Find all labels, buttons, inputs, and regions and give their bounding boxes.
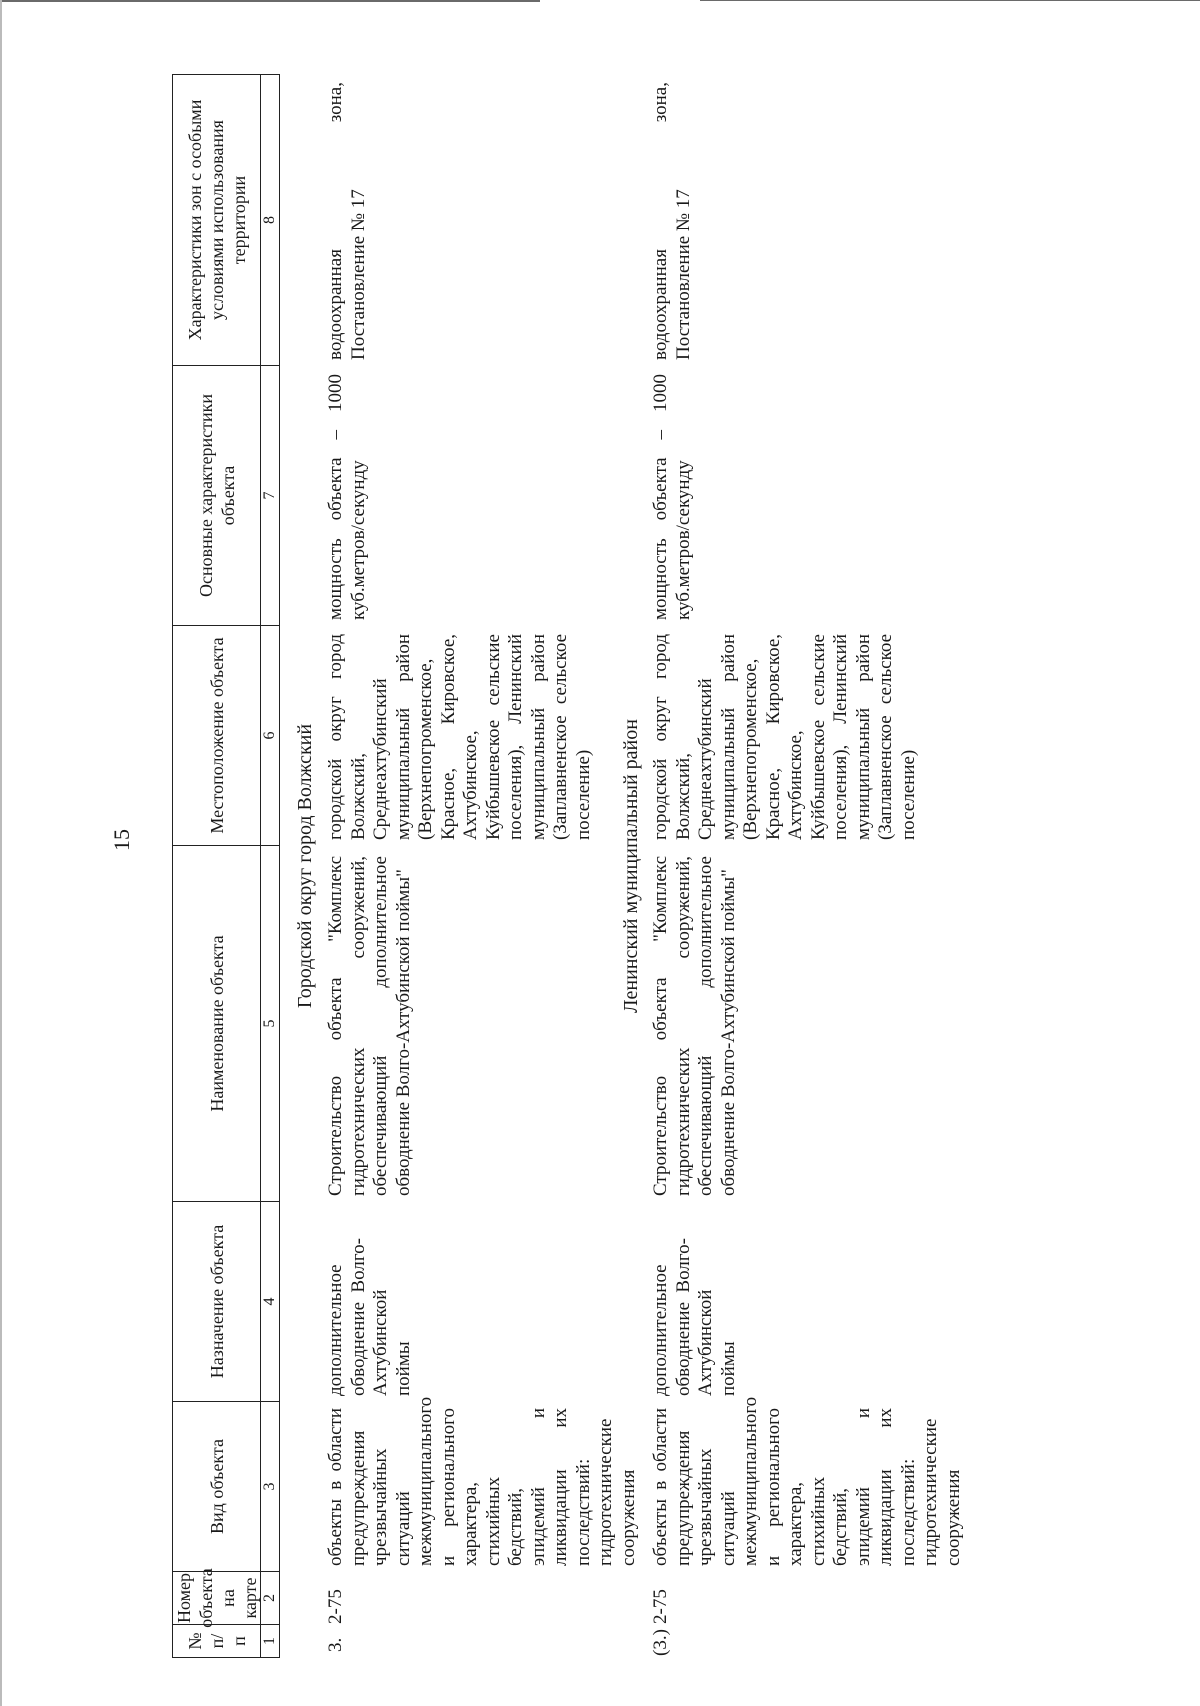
map-number: 2-75 — [650, 1589, 671, 1624]
objects-table — [172, 8, 1200, 1658]
header-col-2: Номер объекта на карте — [173, 1568, 260, 1628]
col-number-5: 5 — [260, 846, 280, 1202]
object-characteristics: мощность объекта – 1000 куб.метров/секунду — [325, 374, 369, 620]
row-number: (3.) — [650, 1629, 671, 1656]
col-number-8: 8 — [260, 74, 280, 366]
header-col-4: Назначение объекта — [172, 1202, 261, 1402]
header-col-3: Вид объекта — [172, 1402, 261, 1572]
object-name: Строительство объекта "Комплекс гидротехнических сооружений, обеспечивающий дополнительное обводнение Волго-Ахтубинской поймы" — [325, 856, 414, 1196]
header-col-7: Основные характеристики объекта — [172, 366, 261, 626]
header-col-8: Характеристики зон с особыми условиями использования территории — [172, 74, 261, 366]
col-number-7: 7 — [260, 366, 280, 626]
rotated-page — [172, 8, 1200, 1658]
object-characteristics: мощность объекта – 1000 куб.метров/секунду — [650, 374, 694, 620]
header-col-5: Наименование объекта — [172, 846, 261, 1202]
object-name: Строительство объекта "Комплекс гидротехнических сооружений, обеспечивающий дополнительное обводнение Волго-Ахтубинской поймы" — [650, 856, 739, 1196]
header-col-6: Местоположение объекта — [172, 626, 261, 846]
section-title-leninsky: Ленинский муниципальный район — [620, 719, 642, 1013]
row-number: 3. — [325, 1637, 346, 1652]
zone-characteristics: водоохранная зона, Постановление № 17 — [325, 82, 369, 360]
map-number: 2-75 — [325, 1589, 346, 1624]
col-number-4: 4 — [260, 1202, 280, 1402]
section-title-volzhsky: Городской округ город Волжский — [294, 723, 316, 1009]
page-number: 15 — [109, 829, 134, 851]
scan-edge-left — [0, 0, 2, 1706]
scan-edge-top-right — [700, 0, 1200, 1]
object-purpose: дополнительное обводнение Волго-Ахтубинской поймы — [325, 1238, 414, 1396]
object-location: городской округ город Волжский, Среднеахтубинский муниципальный район (Верхнепогроменское, Красное, Кировское, Ахтубинское, Куйбышевское сельские поселения), Ленинский муниципальный район (Заплавненское сельское поселение) — [650, 634, 919, 840]
zone-characteristics: водоохранная зона, Постановление № 17 — [650, 82, 694, 360]
col-number-2: 2 — [260, 1572, 280, 1625]
object-type: объекты в области предупреждения чрезвычайных ситуаций межмуниципального и регионального характера, стихийных бедствий, эпидемий и ликвидации их последствий: гидротехнические сооружения — [650, 1396, 964, 1566]
header-col-1: № п/п — [172, 1625, 261, 1658]
scan-edge-top — [0, 0, 540, 2]
col-number-6: 6 — [260, 626, 280, 846]
object-type: объекты в области предупреждения чрезвычайных ситуаций межмуниципального и регионального характера, стихийных бедствий, эпидемий и ликвидации их последствий: гидротехнические сооружения — [325, 1396, 639, 1566]
object-purpose: дополнительное обводнение Волго-Ахтубинской поймы — [650, 1238, 739, 1396]
object-location: городской округ город Волжский, Среднеахтубинский муниципальный район (Верхнепогроменское, Красное, Кировское, Ахтубинское, Куйбышевское сельские поселения), Ленинский муниципальный район (Заплавненское сельское поселение) — [325, 634, 594, 840]
col-number-1: 1 — [260, 1625, 280, 1658]
col-number-3: 3 — [260, 1402, 280, 1572]
